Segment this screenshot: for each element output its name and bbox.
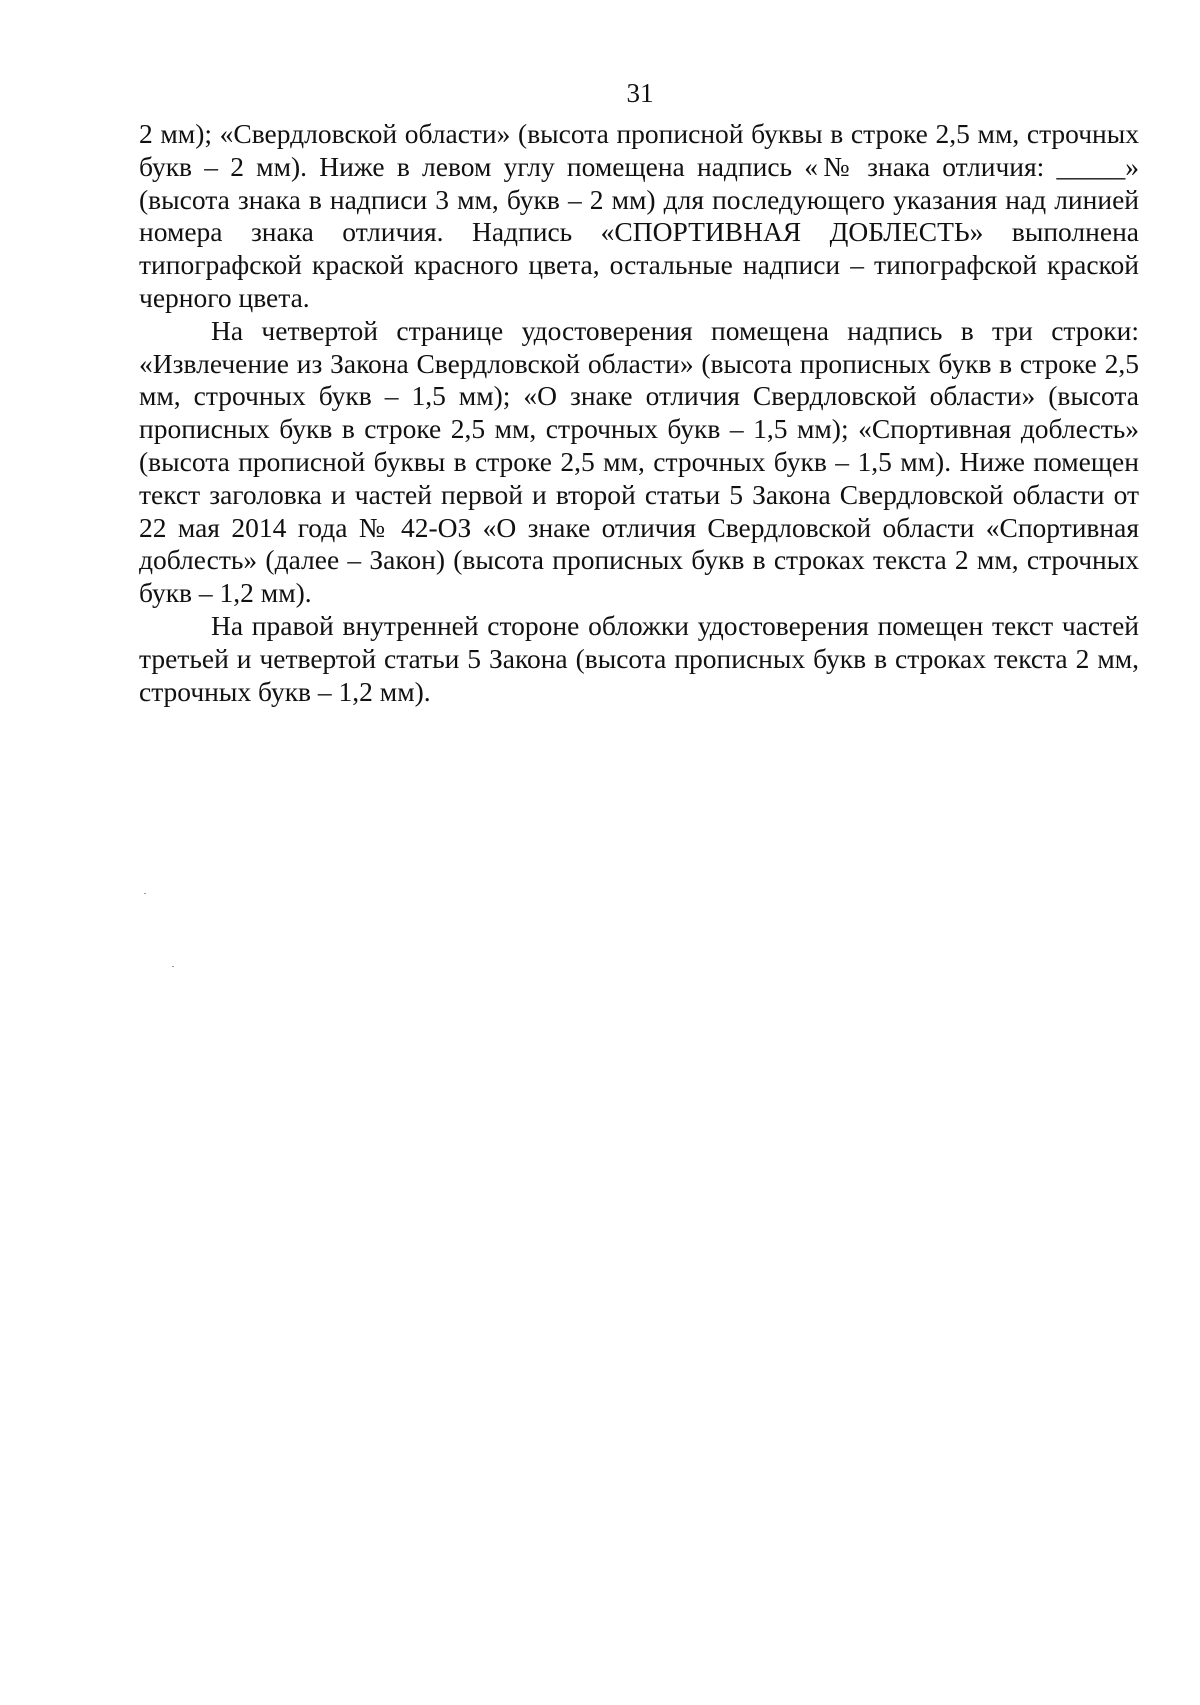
scan-speck — [172, 966, 174, 967]
paragraph-continuation: 2 мм); «Свердловской области» (высота прописной буквы в строке 2,5 мм, строчных букв – 2 мм). Ниже в левом углу помещена надпись «№ знака отличия: _____» (высота знака в надписи 3 мм, букв – 2 мм) для последующего указания над линией номера знака отличия. Надпись «СПОРТИВНАЯ ДОБЛЕСТЬ» выполнена типографской краской красного цвета, остальные надписи – типографской краской черного цвета. — [139, 118, 1139, 313]
paragraph-inner-cover: На правой внутренней стороне обложки удостоверения помещен текст частей третьей и четвертой статьи 5 Закона (высота прописных букв в строках текста 2 мм, строчных букв – 1,2 мм). — [139, 609, 1139, 707]
document-body — [139, 118, 1139, 708]
page-number: 31 — [626, 78, 654, 108]
scan-speck — [144, 893, 146, 894]
paragraph-fourth-page: На четвертой странице удостоверения помещена надпись в три строки: «Извлечение из Закона Свердловской области» (высота прописных букв в строке 2,5 мм, строчных букв – 1,5 мм); «О знаке отличия Свердловской области» (высота прописных букв в строке 2,5 мм, строчных букв – 1,5 мм); «Спортивная доблесть» (высота прописной буквы в строке 2,5 мм, строчных букв – 1,5 мм). Ниже помещен текст заголовка и частей первой и второй статьи 5 Закона Свердловской области от 22 мая 2014 года № 42-ОЗ «О знаке отличия Свердловской области «Спортивная доблесть» (далее – Закон) (высота прописных букв в строках текста 2 мм, строчных букв – 1,2 мм). — [139, 314, 1139, 609]
